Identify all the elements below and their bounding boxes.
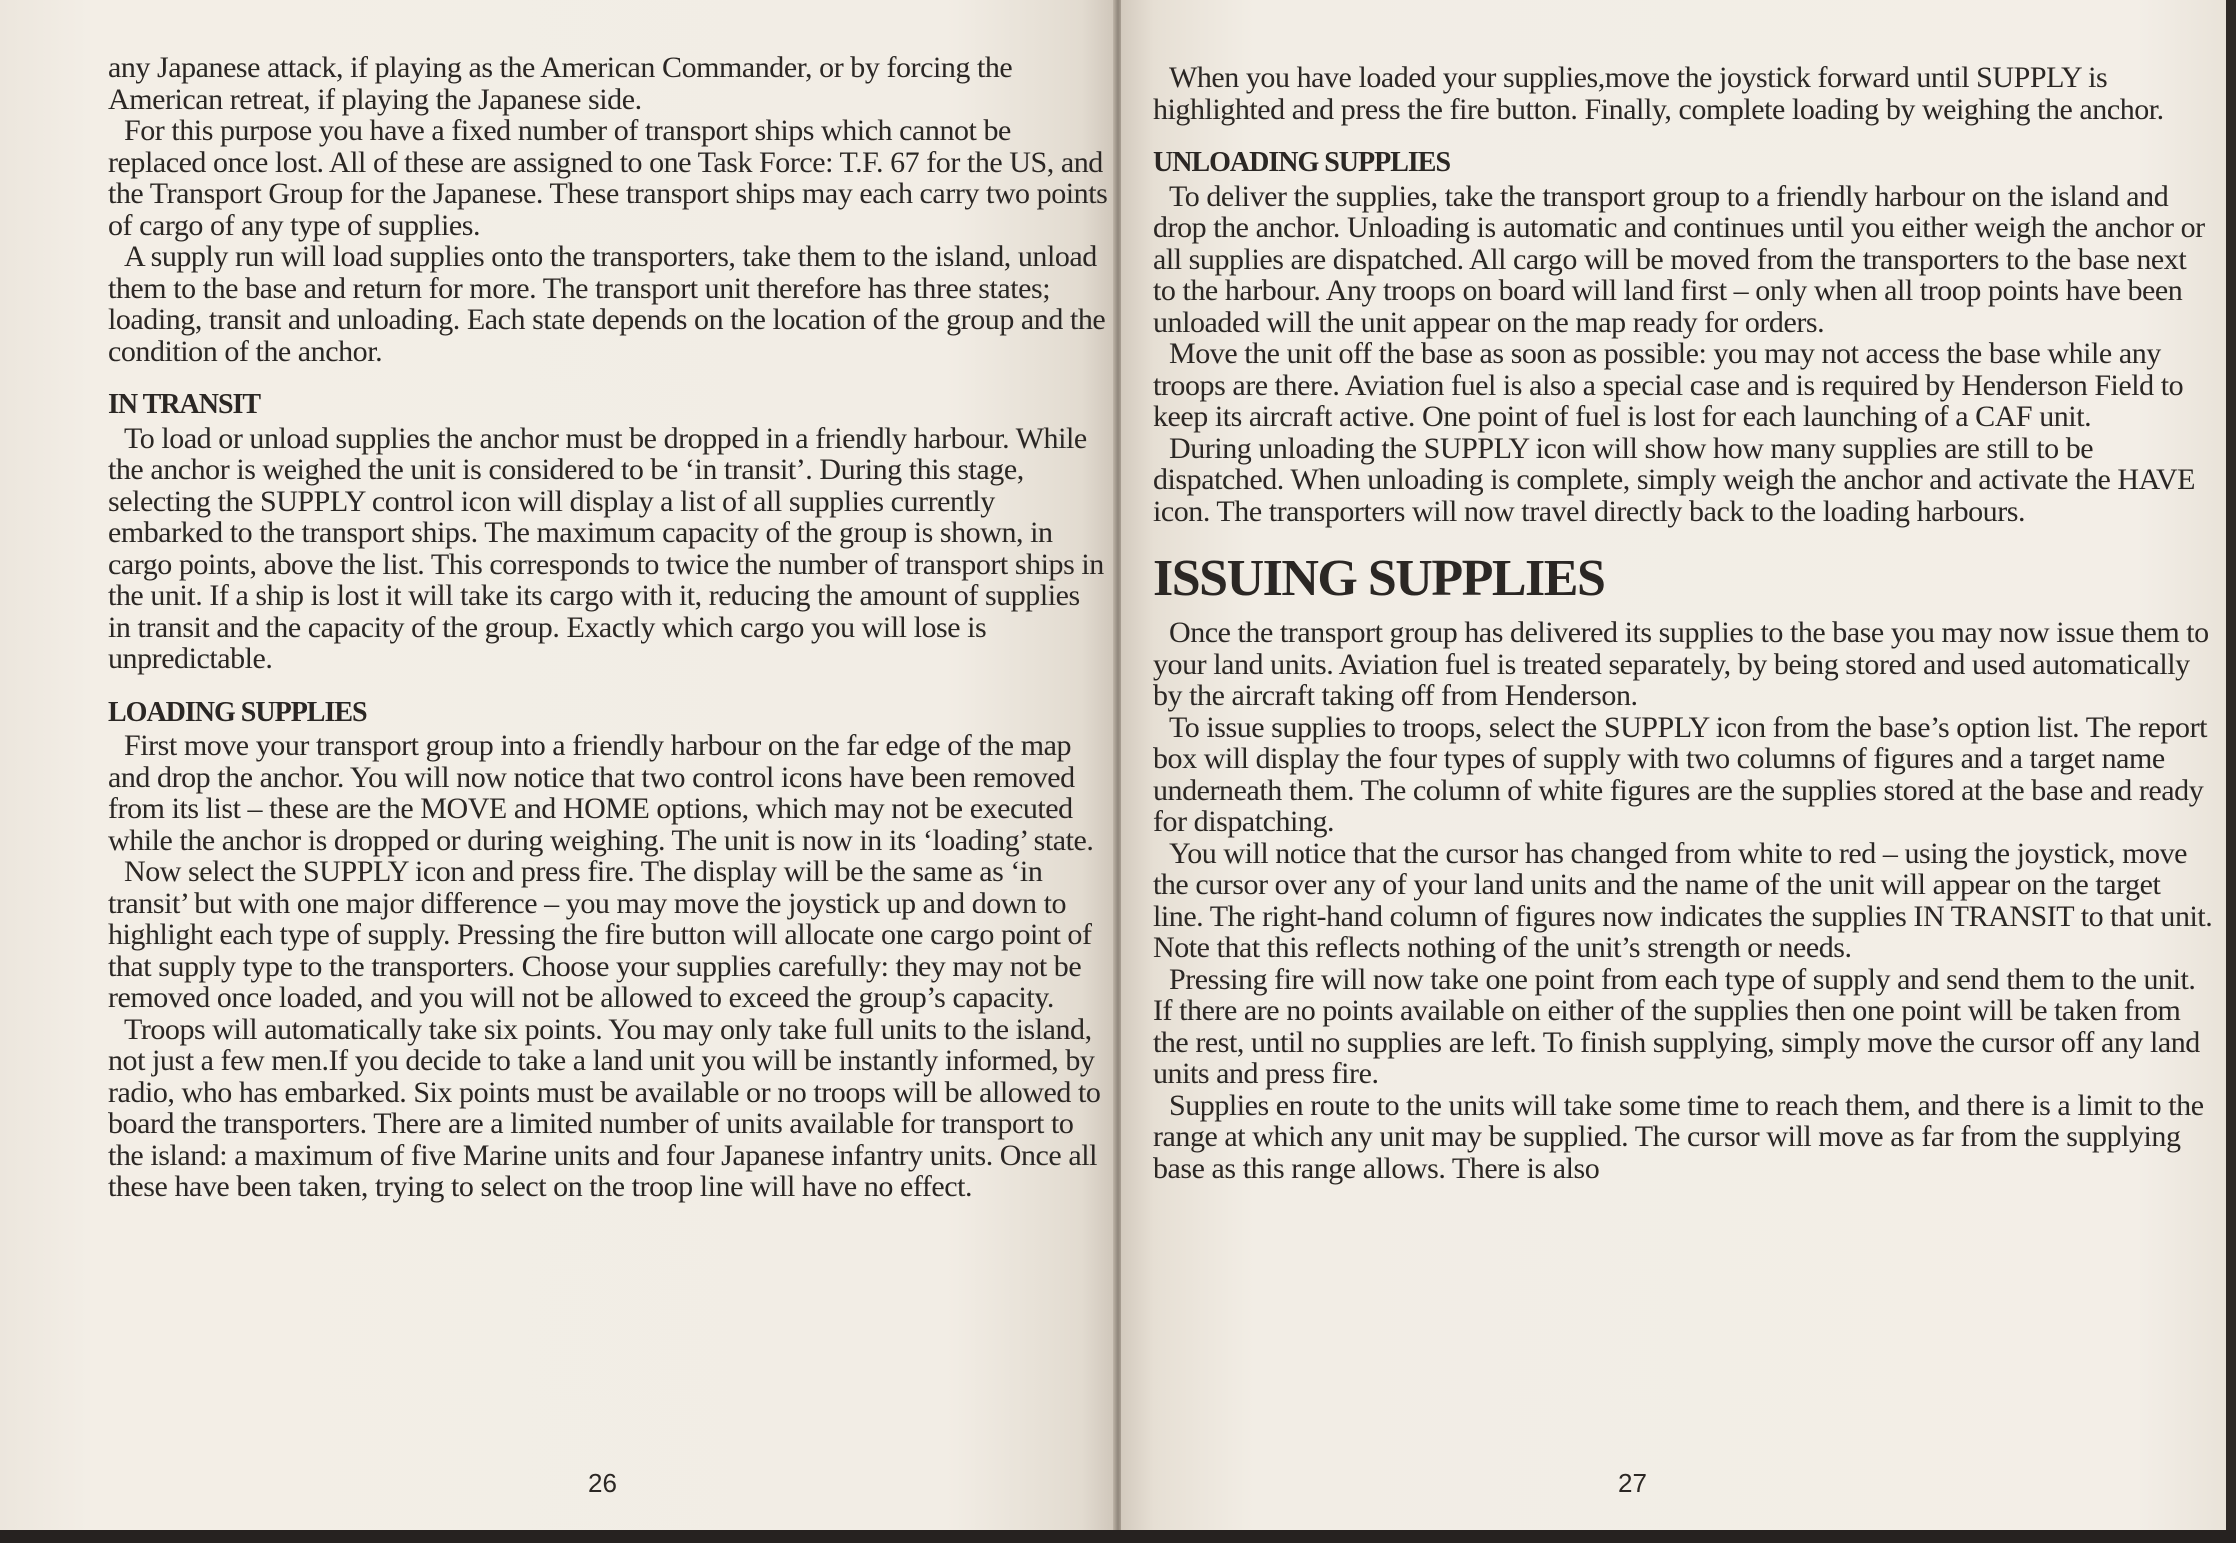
paragraph: Now select the SUPPLY icon and press fire. The display will be the same as ‘in transit’ but with one major difference – you may move the joystick up and down to highlight each type of supply. Pressing the fire button will allocate one cargo point of that supply type to the transporters. Choose your supplies carefully: they may not be removed once loaded, and you will not be allowed to exceed the group’s capacity. [108, 855, 1092, 1014]
paragraph: any Japanese attack, if playing as the American Commander, or by forcing the American retreat, if playing the Japanese side. [108, 51, 1013, 116]
paragraph: To load or unload supplies the anchor must be dropped in a friendly harbour. While the anchor is weighed the unit is considered to be ‘in transit’. During this stage, selecting the SUPPLY control icon will display a list of all supplies currently embarked to the transport ships. The maximum capacity of the group is shown, in cargo points, above the list. This corresponds to twice the number of transport ships in the unit. If a ship is lost it will take its cargo with it, reducing the amount of supplies in transit and the capacity of the group. Exactly which cargo you will lose is unpredictable. [108, 421, 1104, 675]
page-number: 27 [1618, 1468, 1647, 1498]
paragraph: Once the transport group has delivered its supplies to the base you may now issue them to your land units. Aviation fuel is treated separately, by being stored and used automatically by the aircraft taking off from Henderson. [1153, 616, 2209, 712]
paragraph: A supply run will load supplies onto the transporters, take them to the island, unload them to the base and return for more. The transport unit therefore has three states; loading, transit and unloading. Each state depends on the location of the group and the condition of the anchor. [108, 240, 1106, 368]
paragraph: Troops will automatically take six points. You may only take full units to the island, not just a few men.If you decide to take a land unit you will be instantly informed, by radio, who has embarked. Six points must be available or no troops will be allowed to board the transporters. There are a limited number of units available for transport to the island: a maximum of five Marine units and four Japanese infantry units. Once all these have been taken, trying to select on the troop line will have no effect. [108, 1012, 1101, 1203]
paragraph: To deliver the supplies, take the transport group to a friendly harbour on the island and drop the anchor. Unloading is automatic and continues until you either weigh the anchor or all supplies are dispatched. All cargo will be moved from the transporters to the base next to the harbour. Any troops on board will land first – only when all troop points have been unloaded will the unit appear on the map ready for orders. [1153, 179, 2205, 339]
section-heading-in-transit: IN TRANSIT [108, 389, 261, 420]
page-number: 26 [588, 1468, 617, 1498]
paragraph: Pressing fire will now take one point from each type of supply and send them to the unit. If there are no points available on either of the supplies then one point will be taken from the rest, until no supplies are left. To finish supplying, simply move the cursor off any land units and press fire. [1153, 962, 2200, 1090]
paragraph: Supplies en route to the units will take some time to reach them, and there is a limit to the range at which any unit may be supplied. The cursor will move as far from the supplying base as this range allows. There is also [1153, 1088, 2204, 1185]
left-page [0, 0, 1115, 1535]
section-heading-loading-supplies: LOADING SUPPLIES [108, 696, 367, 728]
paragraph: You will notice that the cursor has changed from white to red – using the joystick, move the cursor over any of your land units and the name of the unit will appear on the target line. The right-hand column of figures now indicates the supplies IN TRANSIT to that unit. Note that this reflects nothing of the unit’s strength or needs. [1153, 836, 2213, 964]
right-page [1121, 0, 2226, 1535]
paragraph: For this purpose you have a fixed number of transport ships which cannot be replaced once lost. All of these are assigned to one Task Force: T.F. 67 for the US, and the Transport Group for the Japanese. These transport ships may each carry two points of cargo of any type of supplies. [108, 114, 1108, 242]
paragraph: During unloading the SUPPLY icon will show how many supplies are still to be dispatched. When unloading is complete, simply weigh the anchor and activate the HAVE icon. The transporters will now travel directly back to the loading harbours. [1153, 431, 2196, 528]
section-heading-issuing-supplies: ISSUING SUPPLIES [1153, 550, 1605, 607]
paragraph: First move your transport group into a friendly harbour on the far edge of the map and drop the anchor. You will now notice that two control icons have been removed from its list – these are the MOVE and HOME options, which may not be executed while the anchor is dropped or during weighing. The unit is now in its ‘loading’ state. [108, 729, 1094, 857]
right-page-text [1153, 62, 2213, 1184]
paragraph: To issue supplies to troops, select the SUPPLY icon from the base’s option list. The report box will display the four types of supply with two columns of figures and a target name underneath them. The column of white figures are the supplies stored at the base and ready for dispatching. [1153, 710, 2207, 838]
paragraph: When you have loaded your supplies,move the joystick forward until SUPPLY is highlighted and press the fire button. Finally, complete loading by weighing the anchor. [1153, 61, 2164, 126]
section-heading-unloading-supplies: UNLOADING SUPPLIES [1153, 147, 1451, 178]
table-edge [0, 1530, 2236, 1543]
left-page-text [108, 52, 1108, 1203]
paragraph: Move the unit off the base as soon as possible: you may not access the base while any troops are there. Aviation fuel is also a special case and is required by Henderson Field to keep its aircraft active. One point of fuel is lost for each launching of a CAF unit. [1153, 337, 2184, 433]
